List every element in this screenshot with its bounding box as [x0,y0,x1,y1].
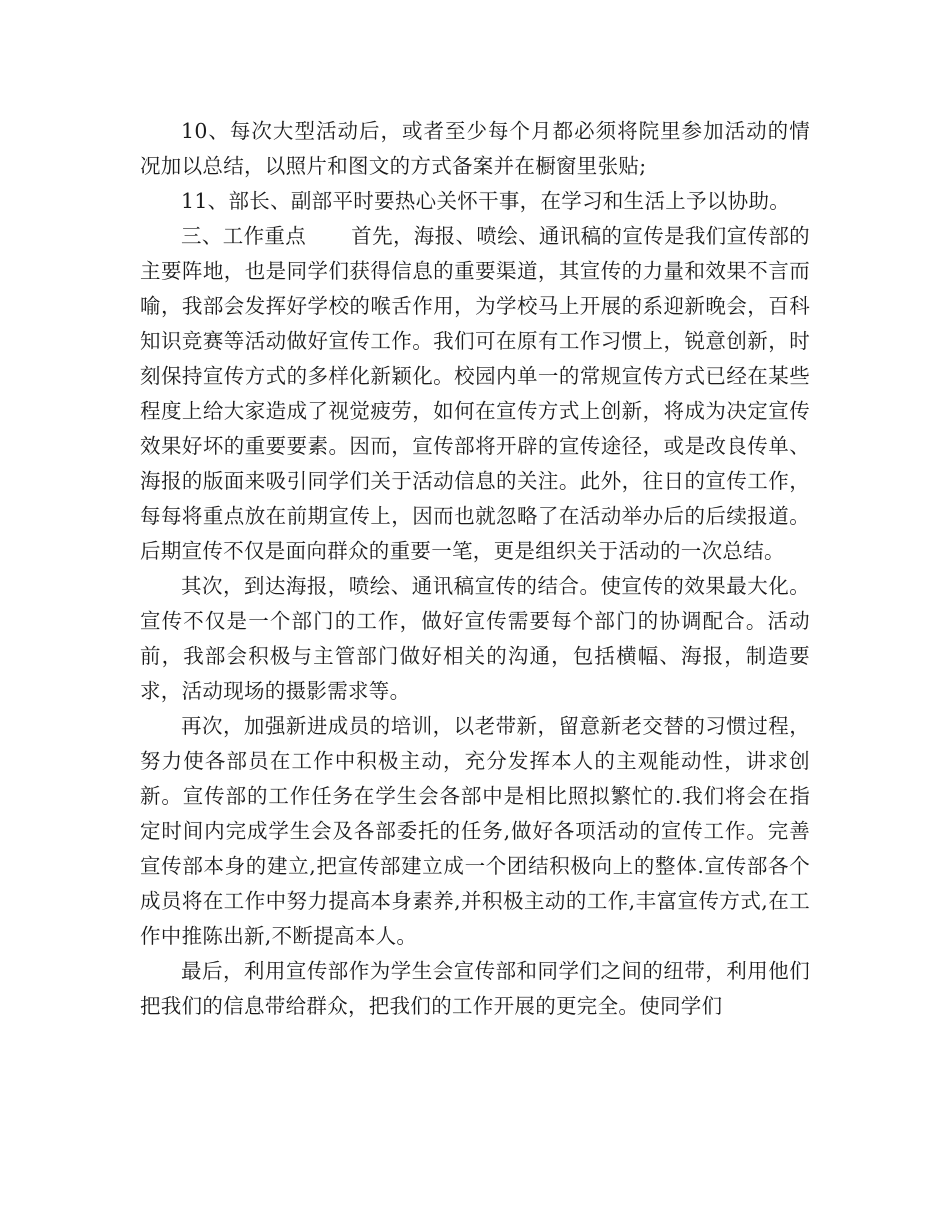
section-heading: 三、工作重点 [181,224,307,248]
paragraph-third [140,709,810,954]
paragraph-text: 10、每次大型活动后，或者至少每个月都必须将院里参加活动的情况加以总结，以照片和图文的方式备案并在橱窗里张贴; [140,119,810,178]
paragraph-item-11 [140,184,810,219]
paragraph-text: 首先，海报、喷绘、通讯稿的宣传是我们宣传部的主要阵地，也是同学们获得信息的重要渠道，其宣传的力量和效果不言而喻，我部会发挥好学校的喉舌作用，为学校马上开展的系迎新晚会，百科知识竞赛等活动做好宣传工作。我们可在原有工作习惯上，锐意创新，时刻保持宣传方式的多样化新颖化。校园内单一的常规宣传方式已经在某些程度上给大家造成了视觉疲劳，如何在宣传方式上创新，将成为决定宣传效果好坏的重要要素。因而，宣传部将开辟的宣传途径，或是改良传单、海报的版面来吸引同学们关于活动信息的关注。此外，往日的宣传工作，每每将重点放在前期宣传上，因而也就忽略了在活动举办后的后续报道。后期宣传不仅是面向群众的重要一笔，更是组织关于活动的一次总结。 [140,224,810,563]
paragraph-item-10 [140,114,810,184]
paragraph-work-focus [140,219,810,569]
document-body [140,114,810,1024]
paragraph-last [140,954,810,1024]
paragraph-text: 再次，加强新进成员的培训，以老带新，留意新老交替的习惯过程，努力使各部员在工作中积极主动，充分发挥本人的主观能动性，讲求创新。宣传部的工作任务在学生会各部中是相比照拟繁忙的.我们将会在指定时间内完成学生会及各部委托的任务,做好各项活动的宣传工作。完善宣传部本身的建立,把宣传部建立成一个团结积极向上的整体.宣传部各个成员将在工作中努力提高本身素养,并积极主动的工作,丰富宣传方式,在工作中推陈出新,不断提高本人。 [140,714,810,948]
paragraph-text: 其次，到达海报，喷绘、通讯稿宣传的结合。使宣传的效果最大化。宣传不仅是一个部门的工作，做好宣传需要每个部门的协调配合。活动前，我部会积极与主管部门做好相关的沟通，包括横幅、海报，制造要求，活动现场的摄影需求等。 [140,574,810,703]
paragraph-text: 最后，利用宣传部作为学生会宣传部和同学们之间的纽带，利用他们把我们的信息带给群众，把我们的工作开展的更完全。使同学们 [140,959,810,1018]
paragraph-text: 11、部长、副部平时要热心关怀干事，在学习和生活上予以协助。 [181,189,791,213]
paragraph-second [140,569,810,709]
